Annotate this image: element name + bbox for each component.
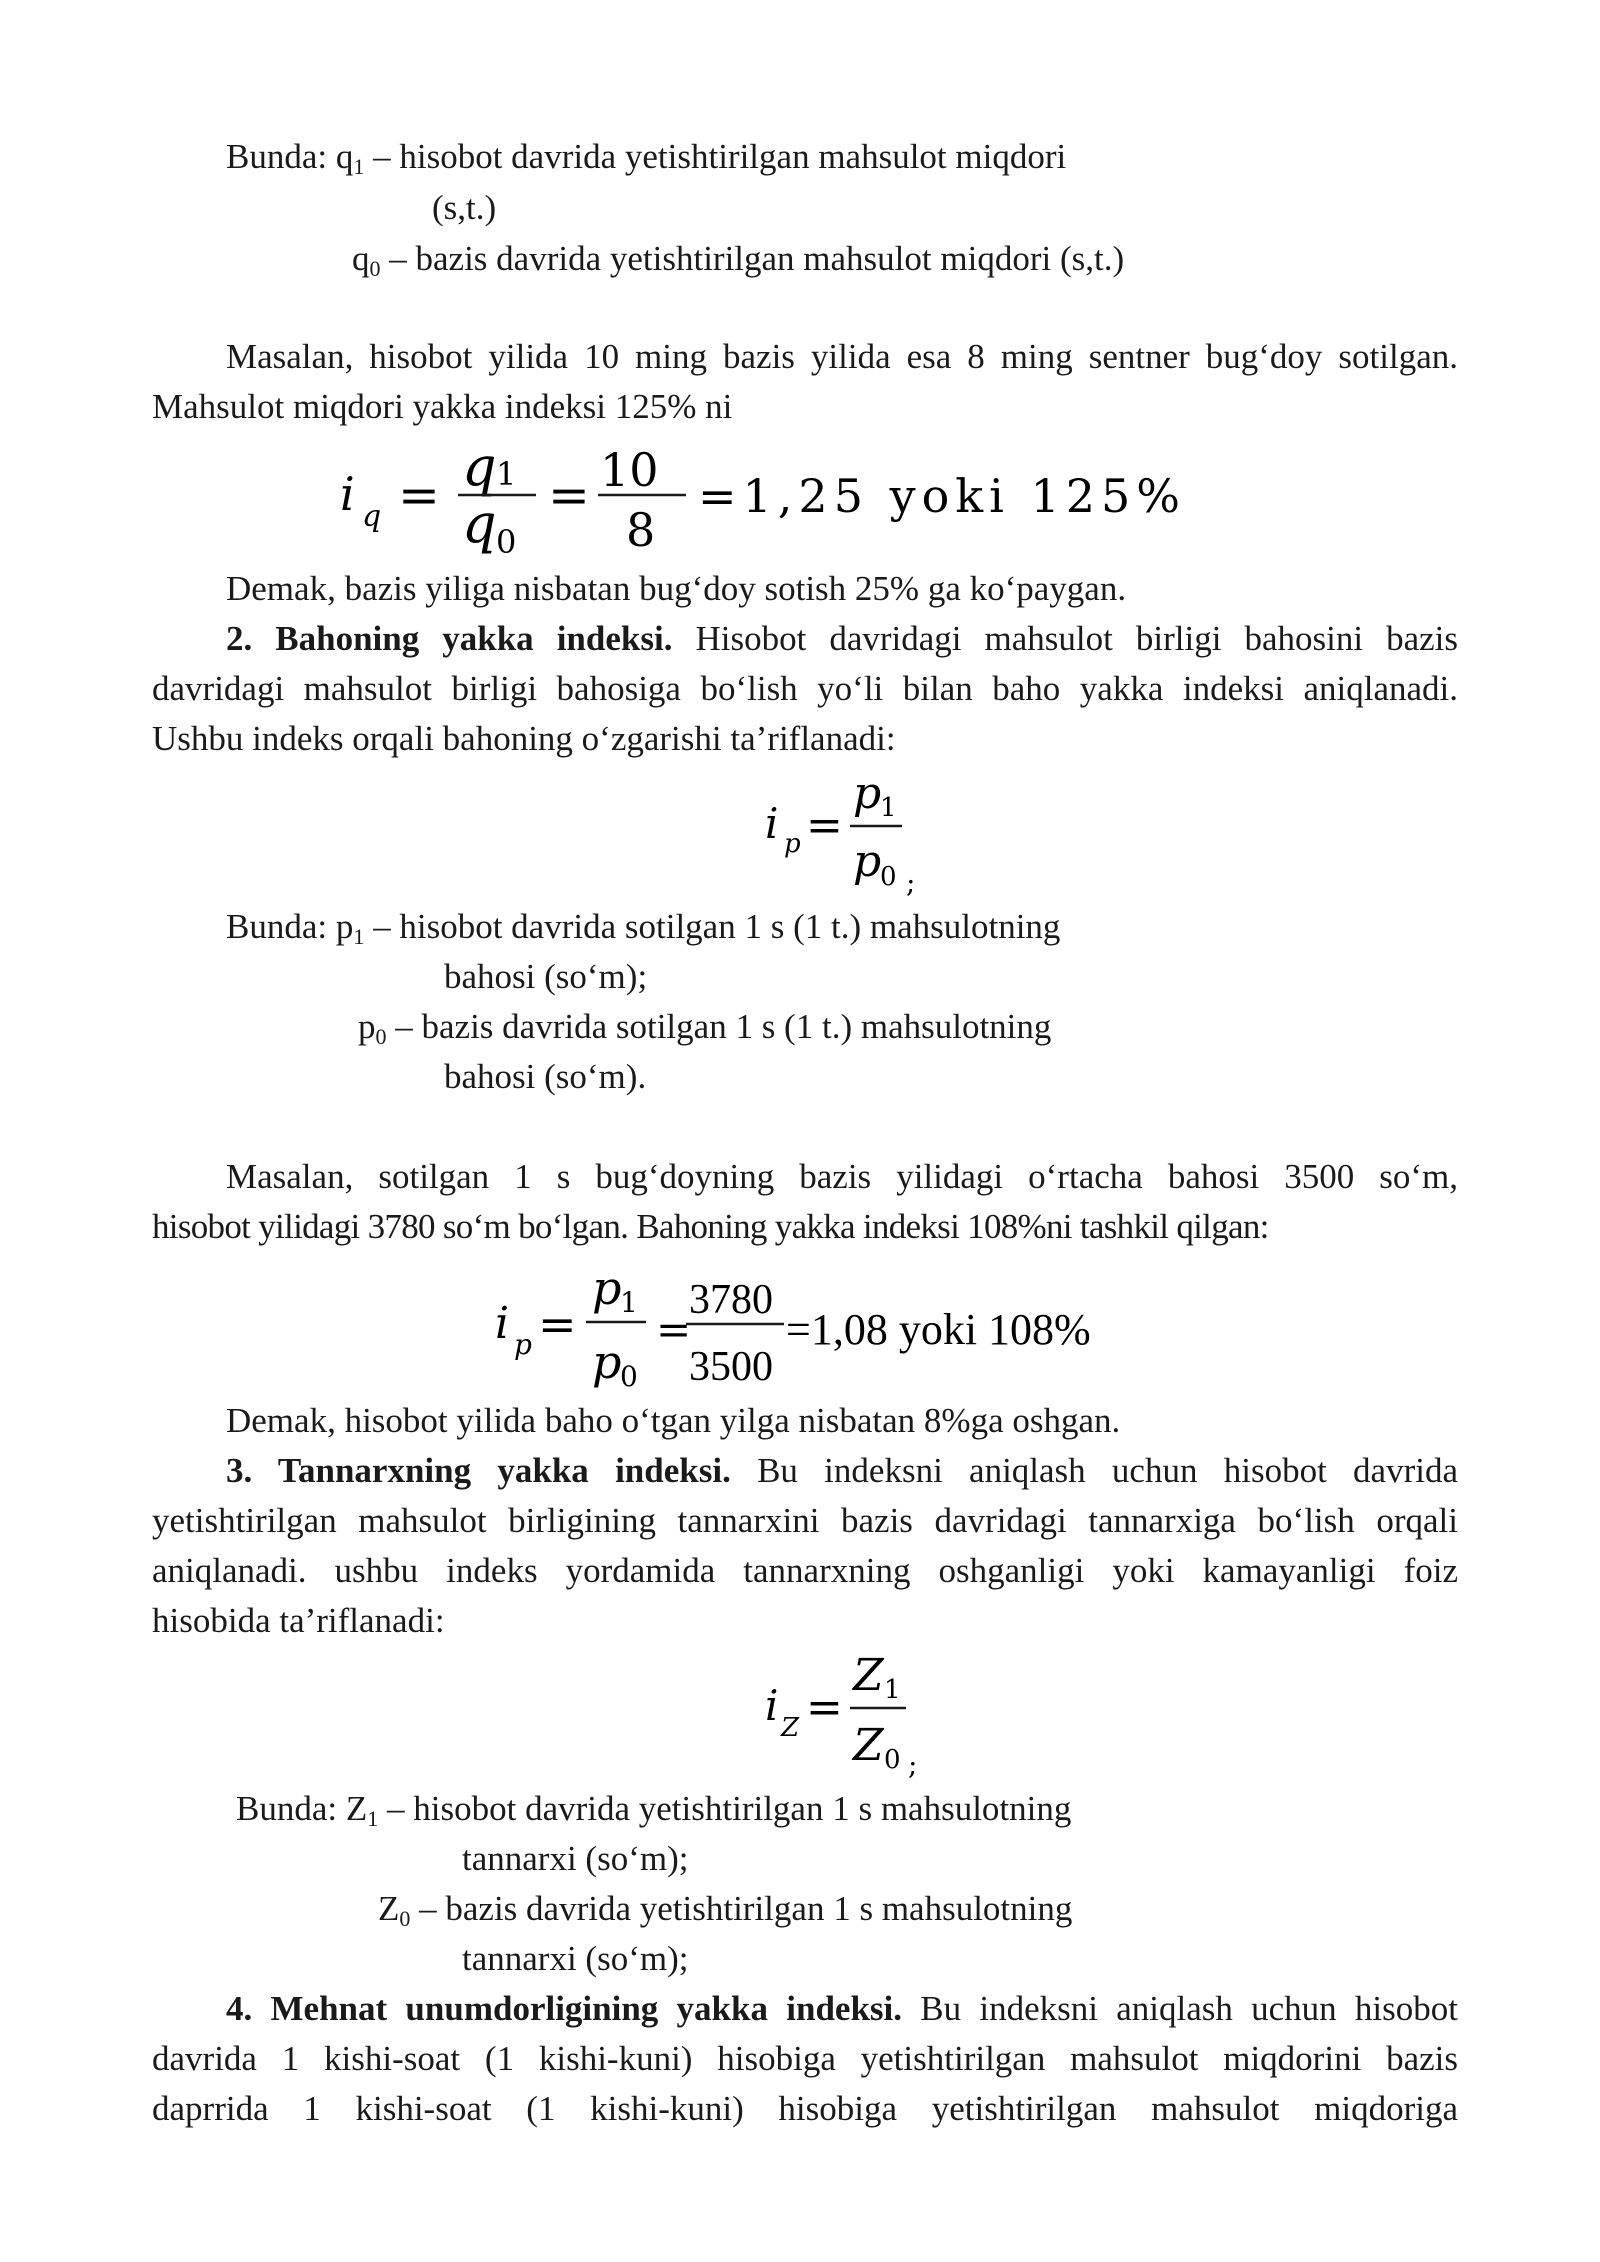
svg-text:0: 0	[496, 523, 517, 561]
example2-line1: Masalan, sotilgan 1 s bug‘doyning bazis yilidagi o‘rtacha bahosi 3500 so‘m,	[226, 1157, 1458, 1196]
svg-text:3780: 3780	[689, 1277, 773, 1323]
section3-line3: aniqlanadi. ushbu indeks yordamida tannarxning oshganligi yoki kamayanligi foiz	[152, 1551, 1458, 1590]
svg-text:q: q	[462, 435, 497, 498]
svg-text:p: p	[592, 1335, 622, 1389]
svg-text:q: q	[462, 492, 497, 555]
svg-text:1: 1	[884, 1675, 901, 1705]
section3-line1: 3. Tannarxning yakka indeksi. Bu indeksni aniqlash uchun hisobot davrida	[226, 1451, 1458, 1490]
section4-line3: daprrida 1 kishi-soat (1 kishi-kuni) hisobiga yetishtirilgan mahsulot miqdoriga	[152, 2089, 1458, 2128]
example1-line2: Mahsulot miqdori yakka indeksi 125% ni	[152, 387, 733, 426]
definition-p1: Bunda: p1 – hisobot davrida sotilgan 1 s (1 t.) mahsulotning	[226, 907, 1061, 949]
definition-p1-continued: bahosi (so‘m);	[444, 957, 648, 996]
svg-text:=: =	[548, 466, 590, 524]
svg-text:3500: 3500	[689, 1344, 773, 1390]
definition-q1: Bunda: q1 – hisobot davrida yetishtirilgan mahsulot miqdori	[226, 137, 1067, 179]
section4-line1: 4. Mehnat unumdorligining yakka indeksi. Bu indeksni aniqlash uchun hisobot	[226, 1989, 1458, 2028]
definition-p0-continued: bahosi (so‘m).	[444, 1057, 647, 1096]
svg-text:p: p	[853, 836, 882, 887]
formula-quantity-index	[340, 435, 1186, 561]
svg-text:=1,08 yoki 108%: =1,08 yoki 108%	[786, 1305, 1091, 1354]
svg-text:p: p	[592, 1261, 622, 1315]
svg-text:p: p	[853, 768, 882, 819]
example2-line2: hisobot yilidagi 3780 so‘m bo‘lgan. Bahoning yakka indeksi 108%ni tashkil qilgan:	[152, 1207, 1269, 1246]
section2-line1: 2. Bahoning yakka indeksi. Hisobot davridagi mahsulot birligi bahosini bazis	[226, 619, 1458, 658]
svg-text:p: p	[784, 829, 801, 859]
section2-line2: davridagi mahsulot birligi bahosiga bo‘lish yo‘li bilan baho yakka indeksi aniqlanadi.	[152, 669, 1458, 708]
formula-price-index-example	[495, 1261, 1091, 1393]
formula-price-index	[765, 768, 915, 899]
section3-title: 3. Tannarxning yakka indeksi.	[226, 1451, 731, 1490]
definition-z1: Bunda: Z1 – hisobot davrida yetishtirilgan 1 s mahsulotning	[236, 1789, 1072, 1831]
svg-text:;: ;	[908, 1748, 918, 1781]
definition-z0: Z0 – bazis davrida yetishtirilgan 1 s mahsulotning	[378, 1889, 1073, 1931]
conclusion2: Demak, hisobot yilida baho o‘tgan yilga nisbatan 8%ga oshgan.	[226, 1401, 1121, 1440]
svg-text:=: =	[398, 466, 440, 524]
svg-text:10: 10	[600, 443, 659, 497]
definition-z1-continued: tannarxi (so‘m);	[462, 1839, 689, 1878]
svg-text:i: i	[340, 467, 355, 521]
svg-text:i: i	[765, 799, 779, 848]
definition-p0: p0 – bazis davrida sotilgan 1 s (1 t.) mahsulotning	[358, 1007, 1052, 1049]
svg-text:;: ;	[906, 866, 916, 899]
svg-text:p: p	[514, 1328, 532, 1361]
example1-line1: Masalan, hisobot yilida 10 ming bazis yilida esa 8 ming sentner bug‘doy sotilgan.	[226, 337, 1458, 376]
svg-text:Z: Z	[853, 1650, 884, 1701]
svg-text:1: 1	[496, 455, 517, 493]
section2-line3: Ushbu indeks orqali bahoning o‘zgarishi ta’riflanadi:	[152, 719, 896, 758]
svg-text:1: 1	[880, 793, 897, 823]
section3-line2: yetishtirilgan mahsulot birligining tannarxini bazis davridagi tannarxiga bo‘lish orqali	[152, 1501, 1458, 1540]
svg-text:=1,25 yoki 125%: =1,25 yoki 125%	[698, 469, 1186, 523]
definition-q0: q0 – bazis davrida yetishtirilgan mahsulot miqdori (s,t.)	[352, 239, 1125, 281]
section4-title: 4. Mehnat unumdorligining yakka indeksi.	[226, 1989, 902, 2028]
svg-text:0: 0	[880, 862, 897, 892]
section2-title: 2. Bahoning yakka indeksi.	[226, 619, 673, 658]
svg-text:=: =	[806, 1682, 843, 1733]
section4-line2: davrida 1 kishi-soat (1 kishi-kuni) hisobiga yetishtirilgan mahsulot miqdorini bazis	[152, 2039, 1458, 2078]
svg-text:q: q	[362, 499, 382, 534]
svg-text:0: 0	[884, 1745, 901, 1775]
svg-text:=: =	[538, 1297, 577, 1351]
section3-line4: hisobida ta’riflanadi:	[152, 1601, 445, 1640]
conclusion1: Demak, bazis yiliga nisbatan bug‘doy sotish 25% ga ko‘paygan.	[226, 569, 1127, 608]
svg-text:8: 8	[626, 503, 656, 557]
formula-cost-index	[765, 1650, 917, 1781]
definition-z0-continued: tannarxi (so‘m);	[462, 1939, 689, 1978]
svg-text:=: =	[656, 1305, 692, 1354]
svg-text:0: 0	[620, 1360, 638, 1393]
definition-q1-continued: (s,t.)	[432, 188, 497, 227]
svg-text:Z: Z	[853, 1720, 884, 1771]
svg-text:Z: Z	[781, 1713, 800, 1743]
svg-text:i: i	[495, 1298, 510, 1349]
svg-text:1: 1	[620, 1286, 638, 1319]
svg-text:i: i	[765, 1681, 779, 1730]
svg-text:=: =	[806, 800, 843, 851]
